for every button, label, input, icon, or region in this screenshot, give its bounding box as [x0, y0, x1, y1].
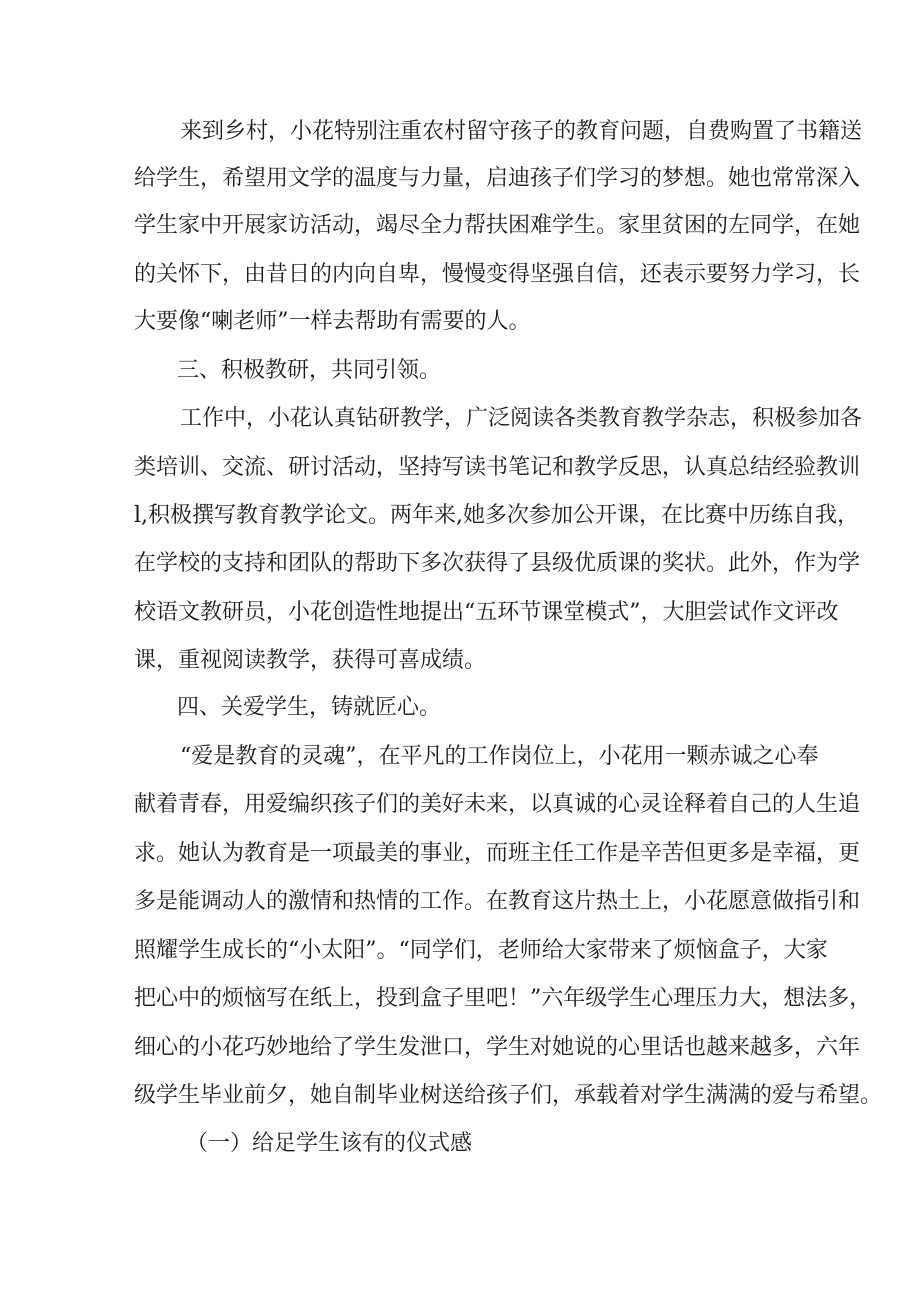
paragraph-line: 工作中，小花认真钻研教学，广泛阅读各类教育教学杂志，积极参加各	[180, 406, 863, 431]
paragraph-line: 把心中的烦恼写在纸上，投到盒子里吧！”六年级学生心理压力大，想法多，	[134, 986, 872, 1011]
section-heading: 四、关爱学生，铸就匠心。	[177, 695, 442, 720]
paragraph-line: 给学生，希望用文学的温度与力量，启迪孩子们学习的梦想。她也常常深入	[134, 166, 861, 191]
paragraph-line: 在学校的支持和团队的帮助下多次获得了县级优质课的奖状。此外，作为学	[134, 551, 861, 576]
paragraph-line: 照耀学生成长的“小太阳”。“同学们，老师给大家带来了烦恼盒子，大家	[134, 938, 828, 963]
paragraph-line: 多是能调动人的激情和热情的工作。在教育这片热土上，小花愿意做指引和	[134, 889, 861, 914]
subsection-heading: （一）给足学生该有的仪式感	[186, 1131, 473, 1156]
paragraph-line: “爱是教育的灵魂”，在平凡的工作岗位上，小花用一颗赤诚之心奉	[180, 744, 819, 769]
paragraph-line: 校语文教研员，小花创造性地提出“五环节课堂模式”，大胆尝试作文评改	[134, 600, 839, 625]
paragraph-line: 课，重视阅读教学，获得可喜成绩。	[134, 648, 487, 673]
paragraph-line: 类培训、交流、研讨活动，坚持写读书笔记和教学反思，认真总结经验教训	[134, 455, 861, 480]
paragraph-line: 献着青春，用爱编织孩子们的美好未来，以真诚的心灵诠释着自己的人生追	[134, 792, 861, 817]
paragraph-line: 来到乡村，小花特别注重农村留守孩子的教育问题，自费购置了书籍送	[180, 119, 863, 144]
paragraph-line: 的关怀下，由昔日的内向自卑，慢慢变得坚强自信，还表示要努力学习，长	[134, 262, 861, 287]
paragraph-line: l,积极撰写教育教学论文。两年来,她多次参加公开课，在比赛中历练自我，	[134, 503, 860, 528]
section-heading: 三、积极教研，共同引领。	[177, 358, 442, 383]
paragraph-line: 学生家中开展家访活动，竭尽全力帮扶困难学生。家里贫困的左同学，在她	[134, 213, 861, 238]
paragraph-line: 细心的小花巧妙地给了学生发泄口，学生对她说的心里话也越来越多，六年	[134, 1035, 861, 1060]
paragraph-line: 求。她认为教育是一项最美的事业，而班主任工作是辛苦但更多是幸福，更	[134, 841, 861, 866]
paragraph-line: 级学生毕业前夕，她自制毕业树送给孩子们，承载着对学生满满的爱与希望。	[134, 1083, 883, 1108]
paragraph-line: 大要像“喇老师”一样去帮助有需要的人。	[134, 309, 531, 334]
